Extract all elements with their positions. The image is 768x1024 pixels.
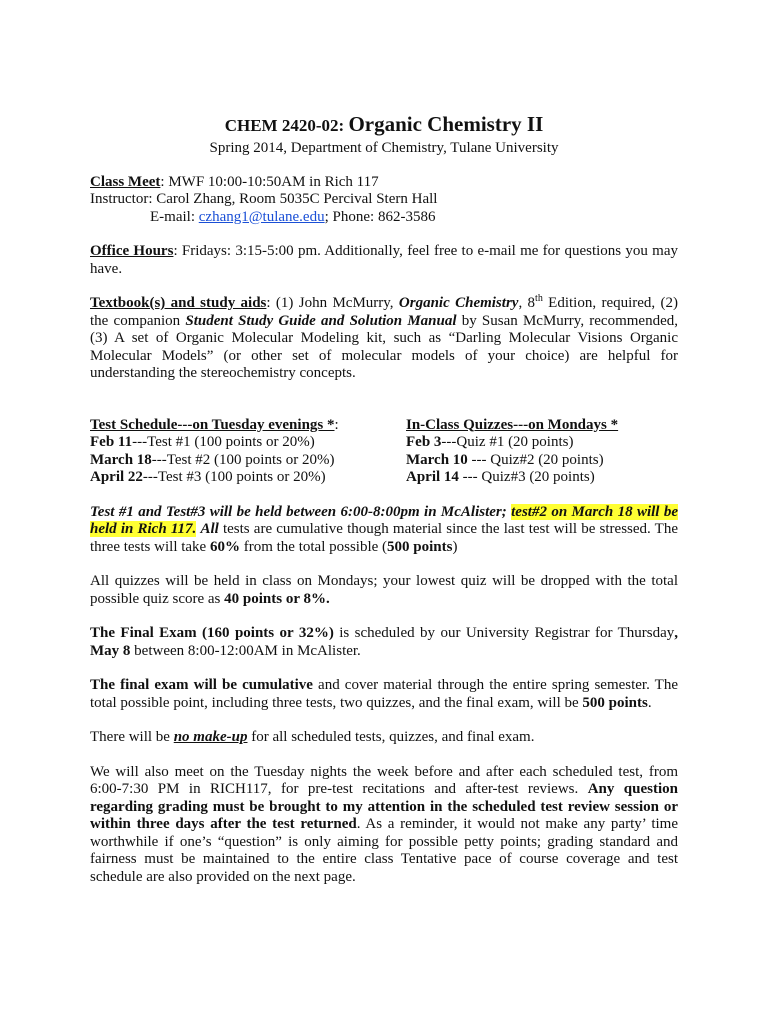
quiz-heading-text: In-Class Quizzes---on Mondays *	[406, 416, 619, 433]
textbook-text-1: : (1) John McMurry,	[266, 295, 399, 311]
quiz-item	[406, 469, 678, 487]
textbook-text-2: , 8	[518, 295, 536, 311]
quiz-date: April 14	[406, 469, 459, 485]
location-pct: 60%	[209, 538, 240, 555]
final-exam-date: May 8	[90, 642, 131, 659]
test-location-note	[90, 504, 678, 557]
instructor-line	[90, 191, 678, 209]
textbook-text-4: by Susan McMurry, recommended, (3) A set of Organic Molecular Modeling kit, such as “Darling Molecular Visions Organic Molecular Models” (or other set of molecular models of your choice) are helpful for understanding the stereochemistry concepts.	[90, 312, 678, 381]
class-info	[90, 174, 678, 227]
class-meet-value: : MWF 10:00-10:50AM in Rich 117	[160, 173, 379, 190]
quiz-schedule-heading	[406, 417, 678, 435]
location-text-3: from the total possible (	[239, 538, 388, 555]
class-meet-line	[90, 174, 678, 192]
makeup-note	[90, 729, 678, 747]
makeup-text-2: for all scheduled tests, quizzes, and final exam.	[247, 729, 535, 745]
textbook-title: Organic Chemistry	[398, 295, 519, 311]
study-guide-title: Student Study Guide and Solution Manual	[185, 312, 457, 329]
test-text: ---Test #1 (100 points or 20%)	[132, 434, 315, 450]
quiz-note-text: All quizzes will be held in class on Mondays; your lowest quiz will be dropped with the total possible quiz score as	[90, 573, 678, 607]
textbook-label: Textbook(s) and study aids	[90, 295, 267, 311]
office-hours-label: Office Hours	[90, 243, 174, 259]
final-exam-note	[90, 625, 678, 660]
review-text-2: . As a reminder, it would not make any party’ time worthwhile if one’s “question” is only aiming for possible petty points; grading standard and fairness must be maintained to the entire class Tentative pace of course coverage and test schedule are also provided on the next page.	[90, 816, 679, 885]
quiz-item	[406, 434, 678, 452]
cumulative-end: .	[647, 694, 652, 711]
makeup-text-1: There will be	[90, 729, 174, 745]
test-item	[90, 469, 406, 487]
cumulative-pts: 500 points	[582, 694, 648, 711]
quiz-text: ---Quiz #1 (20 points)	[441, 434, 574, 450]
class-meet-label: Class Meet	[90, 173, 161, 190]
cumulative-text: and cover material through the entire spring semester. The total possible point, including three tests, two quizzes, and the final exam, will be	[90, 677, 678, 711]
review-bold: Any question regarding grading must be brought to my attention in the scheduled test review session or within three days after the test returned	[90, 781, 678, 832]
test-heading-suffix: :	[334, 416, 339, 433]
test-item	[90, 452, 406, 470]
review-note	[90, 764, 678, 887]
cumulative-note	[90, 677, 678, 712]
location-all: All	[200, 521, 219, 537]
test-text: ---Test #2 (100 points or 20%)	[151, 451, 335, 468]
review-text-1: We will also meet on the Tuesday nights the week before and after each scheduled test, from 6:00-7:30 PM in RICH117, for pre-test recitations and after-test reviews.	[90, 763, 678, 797]
quiz-note	[90, 573, 678, 608]
test-date: Feb 11	[90, 434, 133, 450]
course-code: CHEM 2420-02:	[224, 116, 349, 135]
quiz-date: March 10	[406, 451, 468, 468]
final-exam-text-1: is scheduled by our University Registrar for Thursday	[333, 625, 675, 641]
textbook-text-3: Edition, required, (2) the companion	[90, 295, 679, 329]
email-label: E-mail:	[150, 208, 199, 225]
contact-line	[90, 209, 678, 227]
location-text-4: )	[452, 538, 458, 555]
instructor-name: Instructor: Carol Zhang	[90, 191, 232, 207]
course-name: Organic Chemistry II	[348, 112, 544, 136]
cumulative-bold: The final exam will be cumulative	[90, 677, 313, 693]
textbook-paragraph	[90, 295, 678, 383]
test-date: March 18	[90, 451, 152, 468]
syllabus-page	[90, 108, 678, 886]
test-schedule	[90, 417, 406, 487]
test-heading-text: Test Schedule---on Tuesday evenings *	[90, 416, 335, 433]
edition-sup: th	[535, 293, 543, 304]
email-link[interactable]: czhang1@tulane.edu	[198, 208, 325, 225]
test-text: ---Test #3 (100 points or 20%)	[142, 469, 326, 485]
quiz-text: --- Quiz#2 (20 points)	[467, 451, 604, 468]
final-exam-text-2: between 8:00-12:00AM in McAlister.	[130, 642, 361, 659]
test-schedule-heading	[90, 417, 406, 435]
final-exam-comma: ,	[674, 625, 678, 641]
quiz-date: Feb 3	[406, 434, 442, 450]
schedule-columns	[90, 417, 678, 487]
quiz-item	[406, 452, 678, 470]
quiz-schedule	[406, 417, 678, 487]
phone-text: ; Phone: 862-3586	[324, 208, 436, 225]
makeup-bold: no make-up	[173, 729, 248, 745]
location-pts: 500 points	[387, 538, 453, 555]
location-text-2: tests are cumulative though material since the last test will be stressed. The three tests will take	[90, 521, 678, 555]
quiz-text: --- Quiz#3 (20 points)	[458, 469, 595, 485]
test-date: April 22	[90, 469, 143, 485]
location-text-1: Test #1 and Test#3 will be held between 6:00-8:00pm in McAlister;	[90, 503, 512, 520]
test-item	[90, 434, 406, 452]
final-exam-title: The Final Exam (160 points or 32%)	[90, 625, 334, 641]
office-hours-text: : Fridays: 3:15-5:00 pm. Additionally, feel free to e-mail me for questions you may have.	[90, 243, 678, 277]
quiz-note-bold: 40 points or 8%.	[224, 590, 330, 607]
course-subtitle: Spring 2014, Department of Chemistry, Tulane University	[209, 140, 559, 156]
office-hours	[90, 243, 678, 278]
instructor-room: , Room 5035C Percival Stern Hall	[231, 191, 438, 207]
highlighted-note: test#2 on March 18 will be held in Rich 117.	[90, 503, 678, 537]
page-title	[90, 108, 678, 140]
